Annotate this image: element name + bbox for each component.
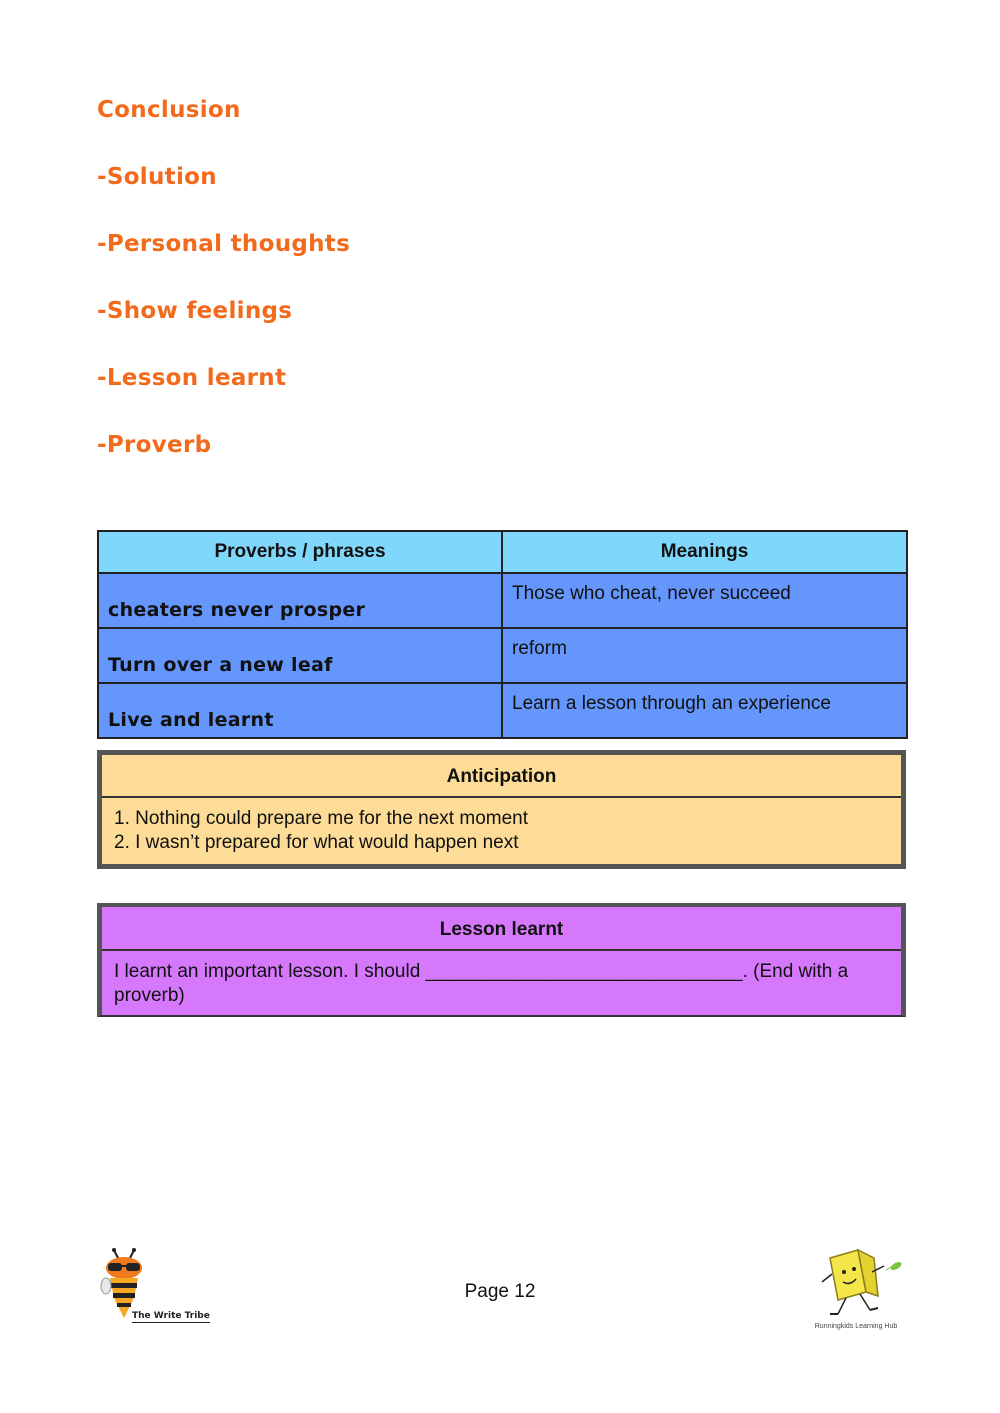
anticipation-box [97, 750, 906, 869]
table-row [98, 628, 907, 683]
lesson-learnt-text: I learnt an important lesson. I should ______________________________. (End with a proverb) [114, 961, 849, 1006]
write-tribe-logo-text: The Write Tribe [132, 1311, 210, 1321]
heading-conclusion: Conclusion [97, 97, 241, 123]
anticipation-line-1: 1. Nothing could prepare me for the next moment [114, 808, 529, 829]
column-header-proverbs: Proverbs / phrases [98, 531, 502, 573]
anticipation-line-2: 2. I wasn’t prepared for what would happen next [114, 832, 519, 853]
proverb-cell: Turn over a new leaf [98, 628, 502, 683]
page-number: Page 12 [464, 1281, 536, 1302]
heading-show-feelings: -Show feelings [97, 298, 293, 324]
heading-personal-thoughts: -Personal thoughts [97, 231, 351, 257]
proverb-cell: Live and learnt [98, 683, 502, 738]
proverbs-table [97, 530, 908, 739]
column-header-meanings: Meanings [502, 531, 907, 573]
heading-solution: -Solution [97, 164, 217, 190]
anticipation-title: Anticipation [102, 755, 901, 798]
lesson-learnt-title: Lesson learnt [102, 907, 901, 951]
table-row [98, 573, 907, 628]
running-book-logo [808, 1244, 908, 1324]
table-row [98, 683, 907, 738]
table-header-row [98, 531, 907, 573]
meaning-cell: Learn a lesson through an experience [502, 683, 907, 738]
proverb-cell: cheaters never prosper [98, 573, 502, 628]
meaning-cell: Those who cheat, never succeed [502, 573, 907, 628]
lesson-learnt-box [97, 903, 906, 1017]
meaning-cell: reform [502, 628, 907, 683]
heading-proverb: -Proverb [97, 432, 212, 458]
runningkids-logo-text: Runningkids Learning Hub [814, 1323, 898, 1330]
anticipation-body [102, 798, 901, 855]
heading-lesson-learnt: -Lesson learnt [97, 365, 287, 391]
